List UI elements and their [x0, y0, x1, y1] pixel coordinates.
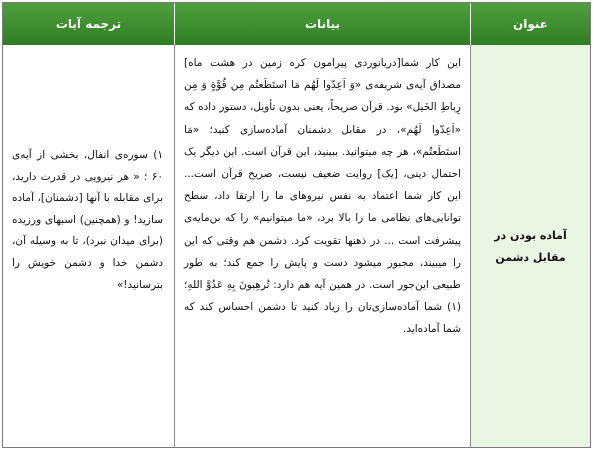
statement-text: این کار شما[دریانوردی پیرامون کره زمین در هشت ماه] مصداق آیه‌ی شریفه‌ی «وَ اَعِدّوا لَهُم مَا استَطَعتُم مِن قُوَّةٍ وَ مِن رِباطِ الخَیل» بود. قرآن صریحاً، یعنی بدون تأویل، دستور داده که «اَعِدّوا لَهُم»، در مقابل دشمنان آماده‌سازی کنید؛ «مَا استَطَعتُم»، هر چه میتوانید. ببینید، این قرآن است. این دیگر یک احتمال دینی، [یک] روایت ضعیف نیست، صریح قرآن است... این کار شما اعتماد به نفس نیروهای ما را ارتقا داد، سطح توانایی‌های نظامی ما را بالا برد، «ما میتوانیم» را که بن‌مایه‌ی پیشرفت است ... در ذهنها تقویت کرد. دشمن هم وقتی که این را میبیند، مجبور میشود دست و پایش را جمع کند؛ به طور طبیعی این‌جور است. در همین آیه هم دارد: تُرهِبونَ بِهِ عَدُوَّ اللهِ؛(۱) شما آماده‌سازی‌تان را زیاد کنید تا دشمن احساس کند که شما آماده‌اید.: [184, 57, 461, 336]
content-table: [2, 2, 591, 448]
statement-cell: [174, 45, 470, 447]
translation-text: ۱) سوره‌ی انفال، بخشی از آیه‌ی ۶۰ ؛ « هر نیرویی در قدرت دارید، برای مقابله با آنها [دشمنان]، آماده سازید! و (همچنین) اسبهای ورزیده (برای میدان نبرد)، تا به وسیله آن، دشمن خدا و دشمن خویش را بترسانید!»: [12, 149, 163, 291]
translation-cell: [3, 45, 174, 447]
title-cell: [470, 45, 590, 447]
header-translation: ترجمه آیات: [3, 3, 174, 45]
header-title: عنوان: [470, 3, 590, 45]
header-statements: بیانات: [174, 3, 470, 45]
row-title: آماده بودن در مقابل دشمن: [494, 229, 567, 264]
